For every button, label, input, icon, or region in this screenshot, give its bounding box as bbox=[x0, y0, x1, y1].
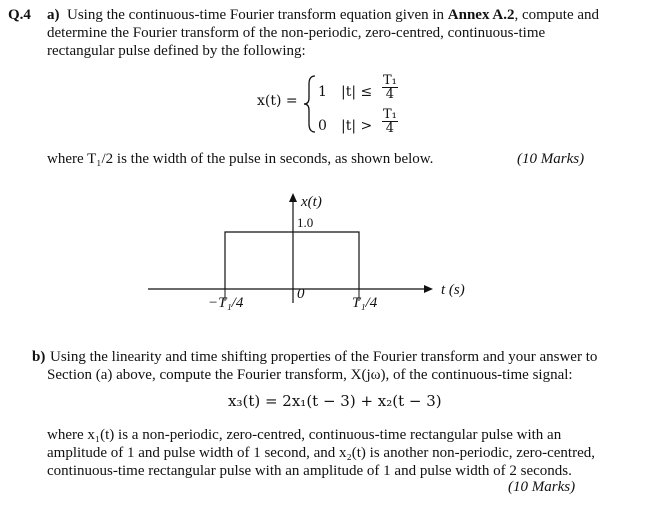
y-axis-label: x(t) bbox=[301, 194, 322, 210]
part-b-label: b) bbox=[32, 349, 46, 365]
part-b-marks: (10 Marks) bbox=[508, 479, 576, 495]
case1-condition: |t| ≤ bbox=[341, 84, 373, 100]
x-axis-label: t (s) bbox=[441, 282, 465, 298]
part-a-line3: rectangular pulse defined by the following: bbox=[47, 43, 306, 59]
case2-condition: |t| > bbox=[341, 118, 373, 134]
where-text: where T₁/2 is the width of the pulse in seconds, as shown below. bbox=[47, 151, 434, 167]
case1-fraction: $\frac{\text{T₁}}{4}$ bbox=[383, 73, 397, 102]
y-axis-arrow bbox=[289, 193, 297, 202]
x-axis-arrow bbox=[424, 285, 433, 293]
part-b-line1: Using the linearity and time shifting properties of the Fourier transform and your answer to bbox=[50, 349, 598, 365]
case1-value: 1 bbox=[318, 84, 327, 100]
tick-label-zero: 0 bbox=[297, 286, 305, 302]
equation-lhs: x(t) = bbox=[257, 93, 298, 109]
case2-value: 0 bbox=[318, 118, 327, 134]
part-b-equation: x₃(t) = 2x₁(t − 3) + x₂(t − 3) bbox=[228, 392, 442, 410]
case2-fraction: $\frac{\text{T₁}}{4}$ bbox=[383, 107, 397, 136]
part-b-line2: Section (a) above, compute the Fourier transform, X(jω), of the continuous-time signal: bbox=[47, 367, 573, 383]
part-a-line1: Using the continuous-time Fourier transform equation given in Annex A.2, compute and bbox=[67, 7, 600, 23]
part-a-marks: (10 Marks) bbox=[517, 151, 585, 167]
rectangular-pulse bbox=[225, 232, 359, 289]
part-b-line3: where x₁(t) is a non-periodic, zero-centred, continuous-time rectangular pulse with an bbox=[47, 427, 562, 443]
part-a-label: a) bbox=[47, 7, 60, 23]
part-b-line5: continuous-time rectangular pulse with an amplitude of 1 and pulse width of 2 seconds. bbox=[47, 463, 572, 479]
tick-label-left: −T₁/4 bbox=[208, 295, 244, 311]
tick-label-right: T₁/4 bbox=[352, 295, 378, 311]
question-number: Q.4 bbox=[8, 7, 31, 23]
part-b-line4: amplitude of 1 and pulse width of 1 second, and x₂(t) is another non-periodic, zero-centred, bbox=[47, 445, 595, 461]
amplitude-label: 1.0 bbox=[297, 215, 314, 230]
part-a-line2: determine the Fourier transform of the non-periodic, zero-centred, continuous-time bbox=[47, 25, 546, 41]
annex-reference: Annex A.2 bbox=[447, 7, 515, 23]
